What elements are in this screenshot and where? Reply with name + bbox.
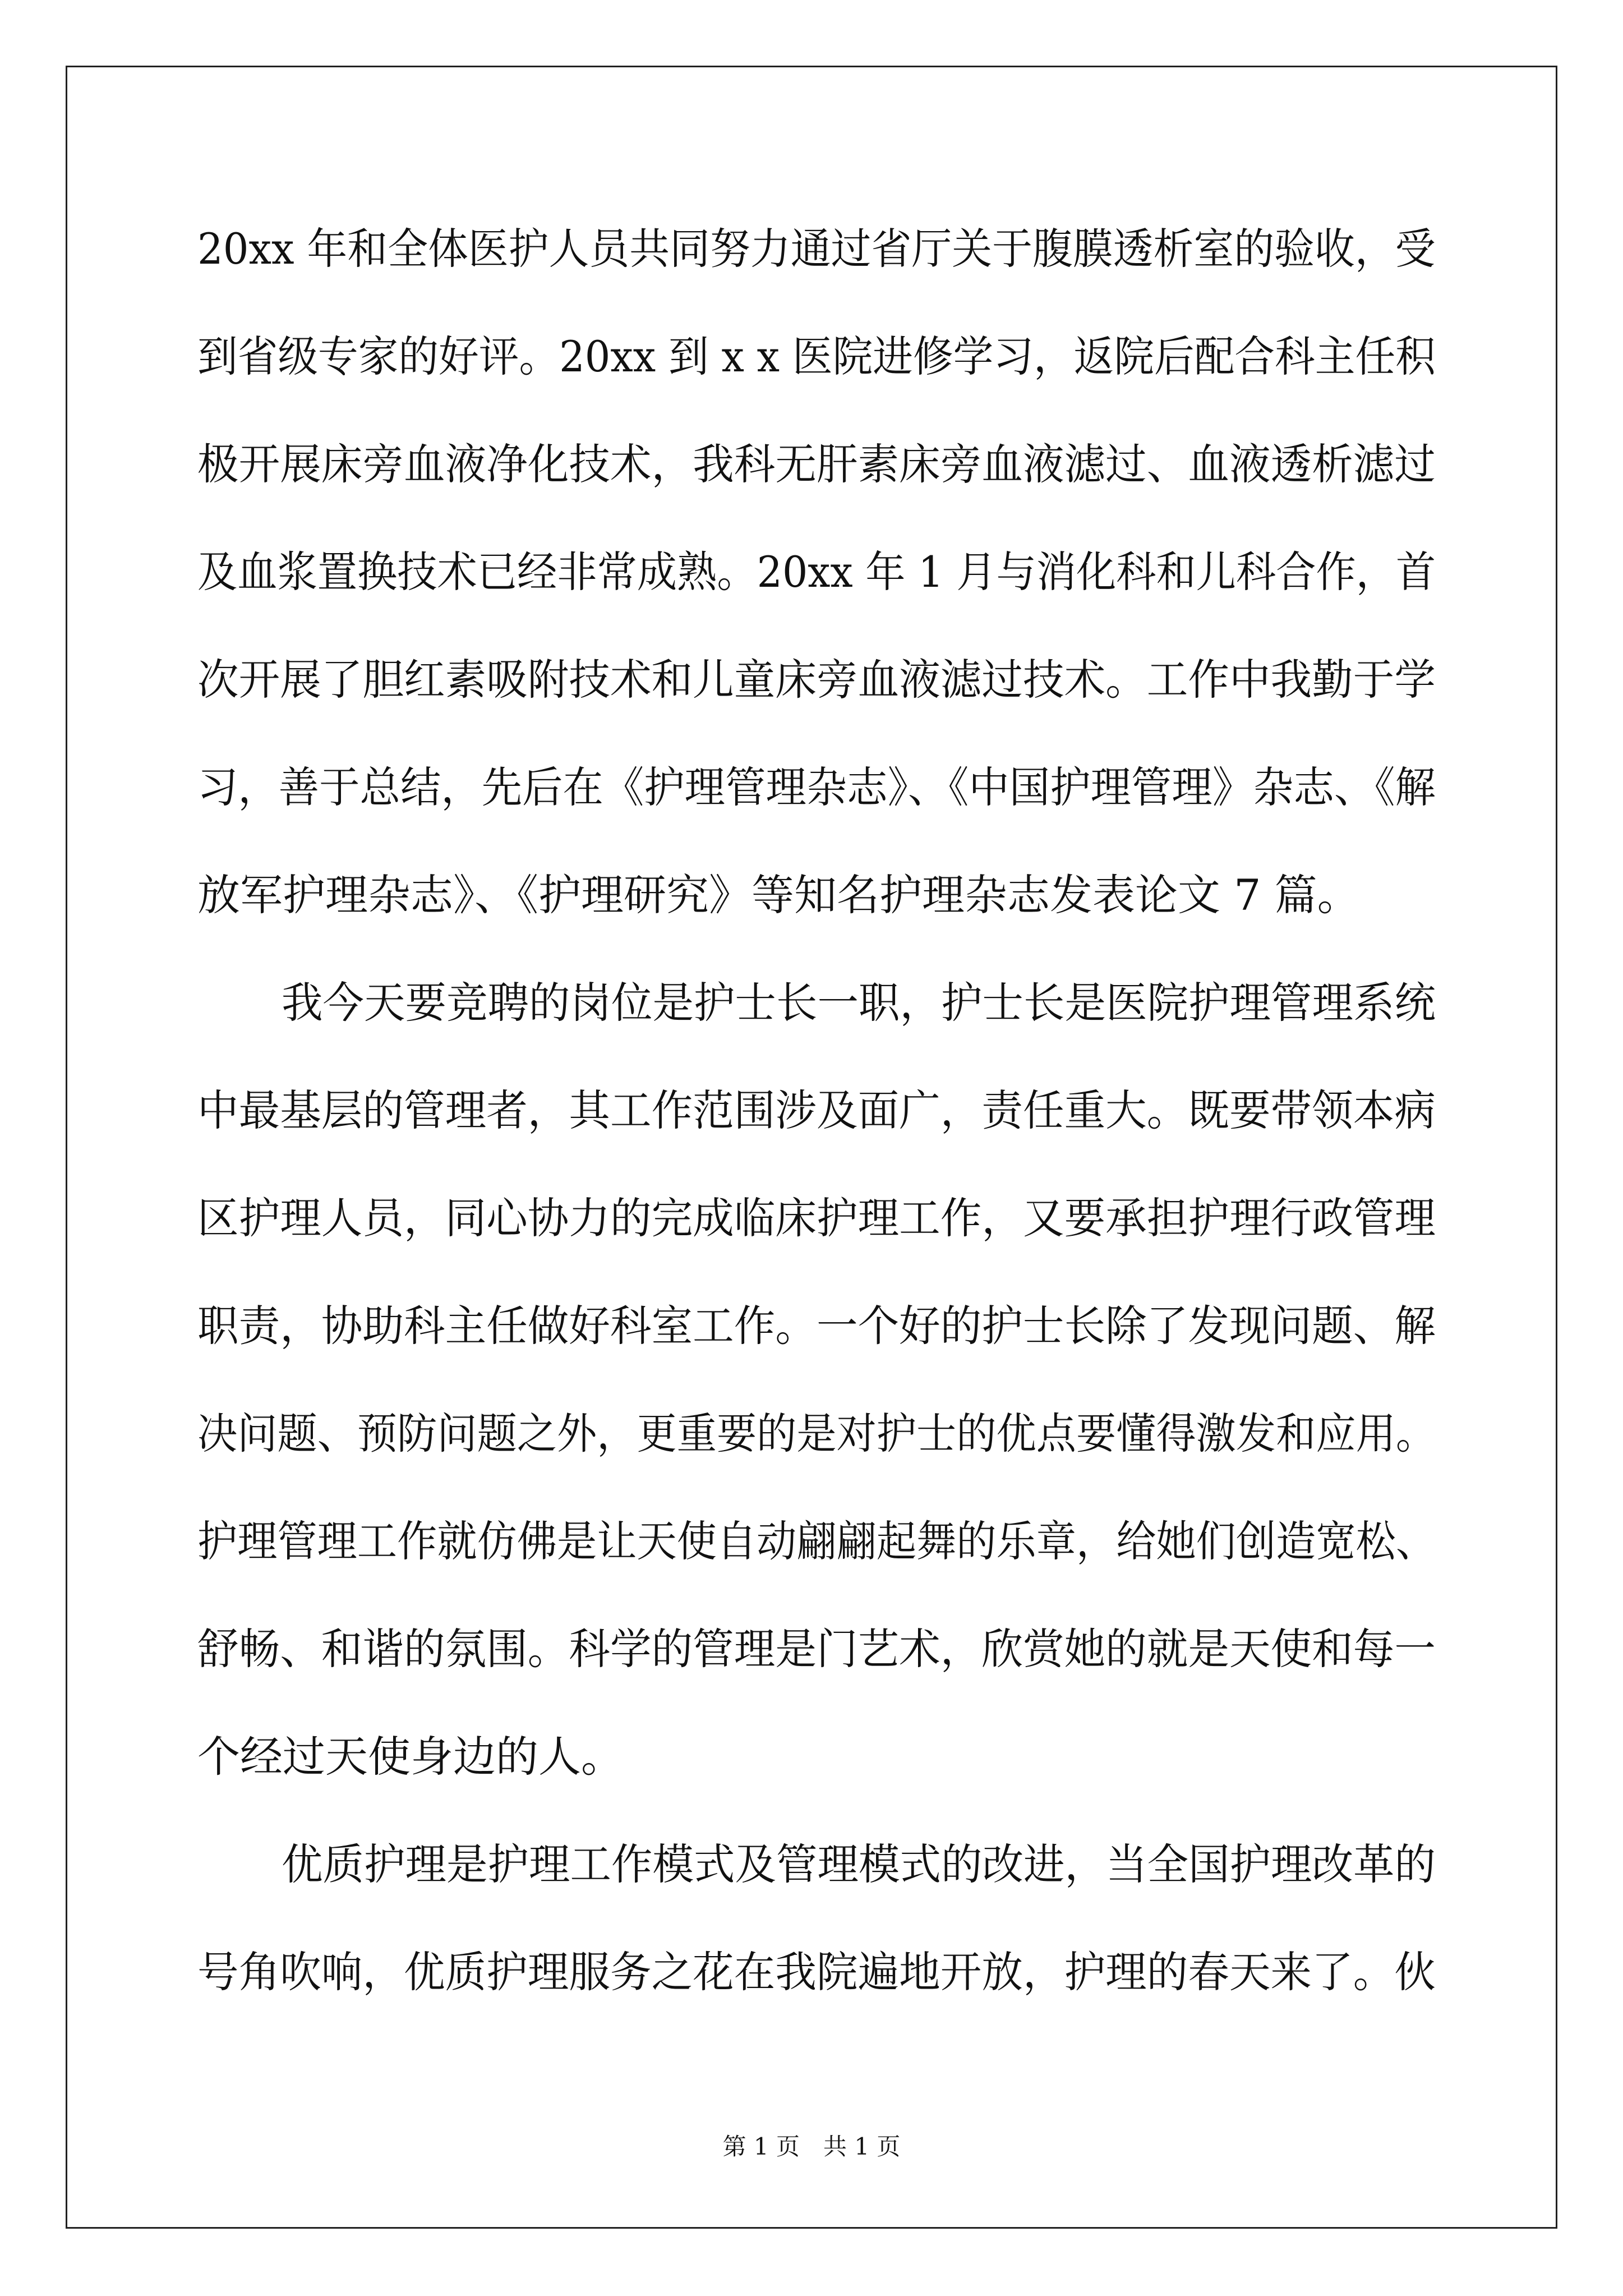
text-line: 护理管理工作就仿佛是让天使自动翩翩起舞的乐章，给她们创造宽松、 — [197, 1516, 1436, 1566]
paragraph-first-line: 优质护理是护理工作模式及管理模式的改进，当全国护理改革的 — [282, 1839, 1436, 1889]
text-line: 及血浆置换技术已经非常成熟。20xx 年 1 月与消化科和儿科合作，首 — [197, 547, 1436, 597]
text-line: 个经过天使身边的人。 — [197, 1732, 624, 1782]
text-line: 号角吹响，优质护理服务之花在我院遍地开放，护理的春天来了。伙 — [197, 1947, 1436, 1997]
text-line: 区护理人员，同心协力的完成临床护理工作，又要承担护理行政管理 — [197, 1193, 1436, 1243]
text-line: 职责，协助科主任做好科室工作。一个好的护士长除了发现问题、解 — [197, 1301, 1436, 1351]
text-line: 习，善于总结，先后在《护理管理杂志》、《中国护理管理》杂志、《解 — [197, 762, 1436, 812]
text-line: 放军护理杂志》、《护理研究》等知名护理杂志发表论文 7 篇。 — [197, 870, 1360, 920]
text-line: 舒畅、和谐的氛围。科学的管理是门艺术，欣赏她的就是天使和每一 — [197, 1624, 1436, 1674]
paragraph-first-line: 我今天要竞聘的岗位是护士长一职，护士长是医院护理管理系统 — [282, 978, 1436, 1028]
page-border — [66, 66, 1557, 2229]
text-line: 到省级专家的好评。20xx 到 x x 医院进修学习，返院后配合科主任积 — [197, 332, 1436, 381]
text-line: 中最基层的管理者，其工作范围涉及面广，责任重大。既要带领本病 — [197, 1085, 1436, 1135]
text-line: 极开展床旁血液净化技术，我科无肝素床旁血液滤过、血液透析滤过 — [197, 439, 1436, 489]
text-line: 决问题、预防问题之外，更重要的是对护士的优点要懂得激发和应用。 — [197, 1409, 1436, 1458]
text-line: 20xx 年和全体医护人员共同努力通过省厅关于腹膜透析室的验收，受 — [197, 224, 1436, 274]
page-footer: 第 1 页 共 1 页 — [722, 2133, 901, 2160]
text-line: 次开展了胆红素吸附技术和儿童床旁血液滤过技术。工作中我勤于学 — [197, 655, 1436, 705]
